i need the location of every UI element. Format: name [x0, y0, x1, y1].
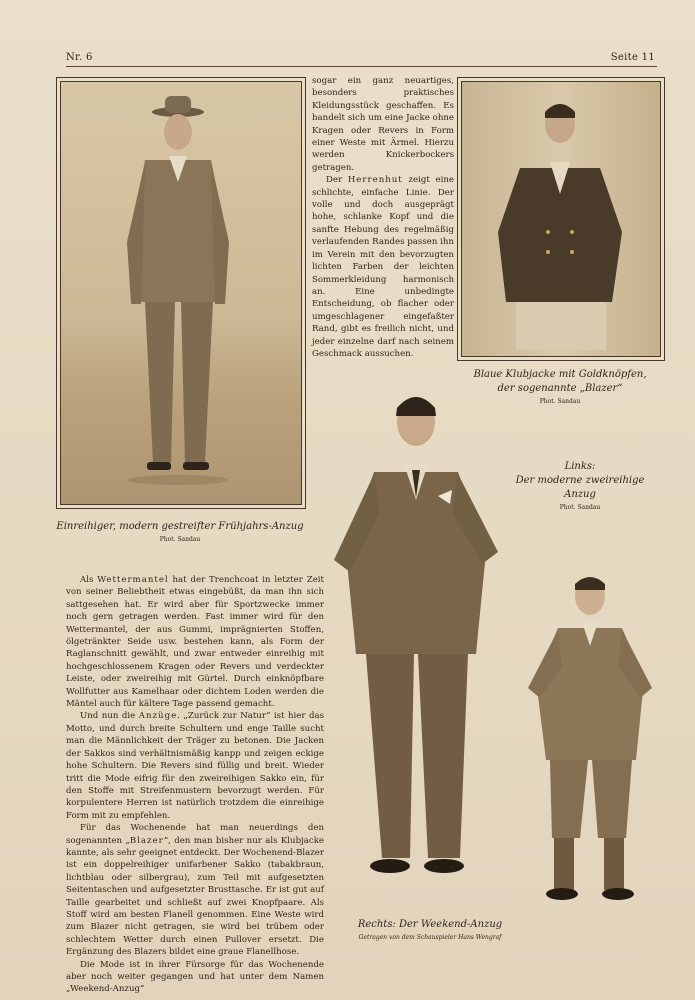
blazer-figure [462, 82, 654, 350]
spaced-word: Blazer [129, 835, 164, 846]
photo-credit: Phot. Sandau [539, 398, 581, 405]
caption-line: Rechts: Der Weekend-Anzug [357, 919, 503, 930]
caption-line: Der moderne zweireihige Anzug [515, 475, 645, 500]
text-column-bottom [66, 574, 324, 996]
caption-line: Blaue Klubjacke mit Goldknöpfen, [473, 369, 647, 380]
caption-weekend-suit [340, 918, 520, 944]
spaced-word: Anzüge [138, 711, 178, 722]
striped-suit-figure [61, 82, 295, 498]
page-number-right: Seite 11 [610, 52, 655, 63]
photo-credit: Phot. Sandau [159, 536, 201, 543]
spaced-word: Wettermantel [97, 575, 169, 585]
spaced-word: Herrenhut [347, 175, 403, 186]
photo-blazer [457, 77, 665, 361]
text-run: Für das Wochenende hat man neuerdings den sogenannten „ [66, 823, 324, 846]
text-run: zeigt eine schlichte, einfache Linie. Der volle und doch ausgeprägt hohe, schlanke Kopf und die sanfte Hebung des regelmäßig verlaufenden Randes passen ihn im Verein mit den bevorzugten lichten Farben der leichten Sommerkleidung harmonisch an. Eine unbedingte Entscheidung, ob flacher oder umgeschlagener eingefaßter Rand, gibt es freilich nicht, und jeder einzelne darf nach seinem Geschmack aussuchen. [312, 175, 454, 359]
caption-striped-suit [56, 520, 304, 546]
header-rule [66, 66, 657, 67]
caption-line: der sogenannte „Blazer“ [497, 383, 623, 394]
paragraph [66, 574, 324, 710]
paragraph [66, 710, 324, 822]
caption-subline: Getragen von dem Schauspieler Hans Wengraf [358, 934, 502, 941]
photo-striped-suit [56, 77, 306, 509]
photo-credit: Phot. Sandau [559, 504, 601, 511]
weekend-suit-figure [518, 570, 660, 908]
paragraph: Die Mode ist in ihrer Fürsorge für das Wochenende aber noch weiter gegangen und hat unter dem Namen „Weekend-Anzug“ [66, 959, 324, 995]
caption-text: Einreihiger, modern gestreifter Frühjahrs-Anzug [56, 521, 304, 532]
text-run: “, den man bisher nur als Klubjacke kannte, als sehr geeignet entdeckt. Der Wochenend-Blazer ist ein doppelreihiger unifarbener Sakko (tabakbraun, lichtblau oder silbergrau), zum Teil mit aufgesetzten Seitentaschen und aufgesetzter Brusttasche. Er ist gut auf Taille gearbeitet und schließt auf zwei Knopfpaare. Als Stoff wird am besten Flanell genommen. Eine Weste wird zum Blazer nicht getragen, sie wird bei trübem oder schlechtem Wetter durch einen Pullover ersetzt. Die Ergänzung des Blazers bildet eine graue Flanellhose. [66, 835, 324, 958]
text-run: . „Zurück zur Natur“ ist hier das Motto, und durch breite Schultern und enge Taille sucht man die Männlichkeit der Träger zu betonen. Die Jacken der Sakkos sind verhältnismäßig kanpp und zeigen eckige hohe Schultern. Die Revers sind füllig und breit. Wieder tritt die Mode eifrig für den zweireihigen Sakko ein, für den Stoffe mit Streifenmustern bevorzugt werden. Für korpulentere Herren ist natürlich trotzdem die einreihige Form mit zu empfehlen. [66, 711, 325, 821]
text-run: Der [326, 175, 348, 186]
page-number-label: Nr. 6 [66, 52, 93, 63]
caption-line: Links: [564, 461, 596, 472]
text-column-top [312, 75, 454, 360]
paragraph [66, 822, 324, 958]
paragraph [312, 174, 454, 360]
paragraph: sogar ein ganz neuartiges, besonders praktisches Kleidungsstück geschaffen. Es handelt sich um eine Jacke ohne Kragen oder Revers in Form einer Weste mit Ärmel. Hierzu werden Knickerbockers getragen. [312, 76, 454, 173]
double-breasted-suit-figure [326, 382, 506, 888]
text-run: Und nun die [80, 711, 139, 722]
text-run: hat der Trenchcoat in letzter Zeit von seiner Beliebtheit etwas eingebüßt, da man ihn sich sattgesehen hat. Er wird aber für Sportzwecke immer noch gern getragen werden. Fast immer wird für den Wettermantel, der aus Gummi, imprägnierten Stoffen, ölgetränkter Seide usw. bestehen kann, als Form der Raglanschnitt gewählt, und zwar entweder einreihig mit hochgeschlossenem Kragen oder Revers und verdeckter Leiste, oder zweireihig mit Gürtel. Durch einknöpfbare Wollfutter aus Kamelhaar oder dichtem Loden werden die Mäntel auch für kältere Tage passend gemacht. [66, 575, 324, 710]
caption-double-breasted [500, 460, 660, 514]
text-run: Als [80, 575, 98, 585]
